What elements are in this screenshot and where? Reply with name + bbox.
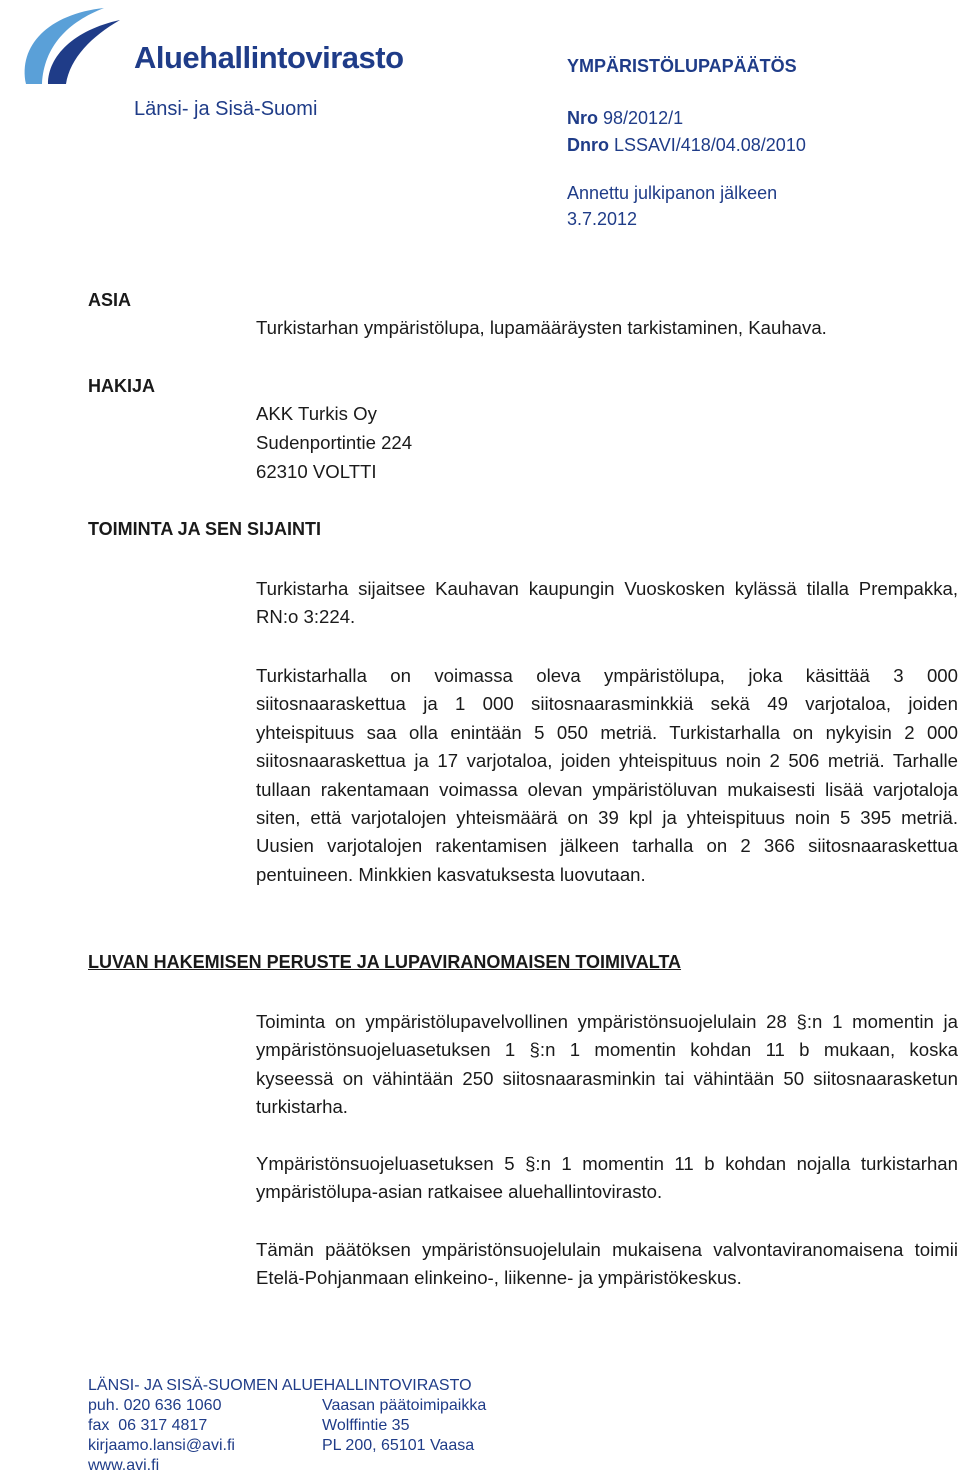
- hakija-street: Sudenportintie 224: [256, 432, 413, 453]
- toiminta-paragraph-2: Turkistarhalla on voimassa oleva ympäristölupa, joka käsittää 3 000 siitosnaaraskettua ja 1 000 siitosnaarasminkkiä sekä 49 varjotaloa, joiden yhteispituus saa olla enintään 5 050 metriä. Turkistarhalla on nykyisin 2 000 siitosnaaraskettua ja 17 varjotaloa, joiden yhteispituus noin 2 506 metriä. Tarhalle tullaan rakentamaan voimassa olevan ympäristöluvan mukaisesti lisää varjotaloja siten, että varjotalojen yhteismäärä on 39 kpl ja yhteispituus noin 5 395 metriä. Uusien varjotalojen rakentamisen jälkeen tarhalla on 2 366 siitosnaaraskettua pentuineen. Minkkien kasvatuksesta luovutaan.: [256, 665, 958, 885]
- nro-value: 98/2012/1: [603, 108, 684, 128]
- nro-label: Nro: [567, 108, 598, 128]
- org-name: Aluehallintovirasto: [134, 40, 404, 75]
- peruste-paragraph-1: Toiminta on ympäristölupavelvollinen ympäristönsuojelulain 28 §:n 1 momentin ja ympäristönsuojeluasetuksen 1 §:n 1 momentin kohdan 11 b mukaan, koska kyseessä on vähintään 250 siitosnaarasminkin tai vähintään 50 siitosnaarasketun turkistarha.: [256, 1011, 958, 1118]
- footer-agency: LÄNSI- JA SISÄ-SUOMEN ALUEHALLINTOVIRASTO: [88, 1377, 472, 1394]
- footer-office-label: Vaasan päätoimipaikka: [322, 1397, 487, 1414]
- logo-swoosh-icon: [8, 6, 138, 86]
- peruste-heading: LUVAN HAKEMISEN PERUSTE JA LUPAVIRANOMAISEN TOIMIVALTA: [88, 952, 682, 972]
- footer-postal: PL 200, 65101 Vaasa: [322, 1437, 475, 1454]
- peruste-paragraph-2: Ympäristönsuojeluasetuksen 5 §:n 1 momentin 11 b kohdan nojalla turkistarhan ympäristölupa-asian ratkaisee aluehallintovirasto.: [256, 1153, 958, 1203]
- peruste-paragraph-3: Tämän päätöksen ympäristönsuojelulain mukaisena valvontaviranomaisena toimii Etelä-Pohjanmaan elinkeino-, liikenne- ja ympäristökeskus.: [256, 1239, 958, 1289]
- asia-text: Turkistarhan ympäristölupa, lupamääräysten tarkistaminen, Kauhava.: [256, 317, 827, 338]
- footer-street: Wolffintie 35: [322, 1417, 410, 1434]
- hakija-postal: 62310 VOLTTI: [256, 461, 377, 482]
- issued-date: 3.7.2012: [567, 209, 638, 229]
- hakija-label: HAKIJA: [88, 376, 156, 396]
- toiminta-paragraph-1: Turkistarha sijaitsee Kauhavan kaupungin Vuoskosken kylässä tilalla Prempakka, RN:o 3:224.: [256, 578, 958, 628]
- footer-fax: fax 06 317 4817: [88, 1417, 208, 1434]
- asia-label: ASIA: [88, 290, 132, 310]
- issued-label: Annettu julkipanon jälkeen: [567, 183, 778, 203]
- dnro-value: LSSAVI/418/04.08/2010: [614, 135, 806, 155]
- record-number: [567, 135, 806, 156]
- hakija-name: AKK Turkis Oy: [256, 403, 377, 424]
- footer-phone: puh. 020 636 1060: [88, 1397, 222, 1414]
- toiminta-label: TOIMINTA JA SEN SIJAINTI: [88, 519, 322, 539]
- footer-email[interactable]: kirjaamo.lansi@avi.fi: [88, 1437, 235, 1454]
- org-region: Länsi- ja Sisä-Suomi: [134, 98, 318, 120]
- decision-number: [567, 108, 683, 129]
- footer-website[interactable]: www.avi.fi: [88, 1457, 160, 1474]
- document-type: YMPÄRISTÖLUPAPÄÄTÖS: [567, 56, 797, 76]
- dnro-label: Dnro: [567, 135, 609, 155]
